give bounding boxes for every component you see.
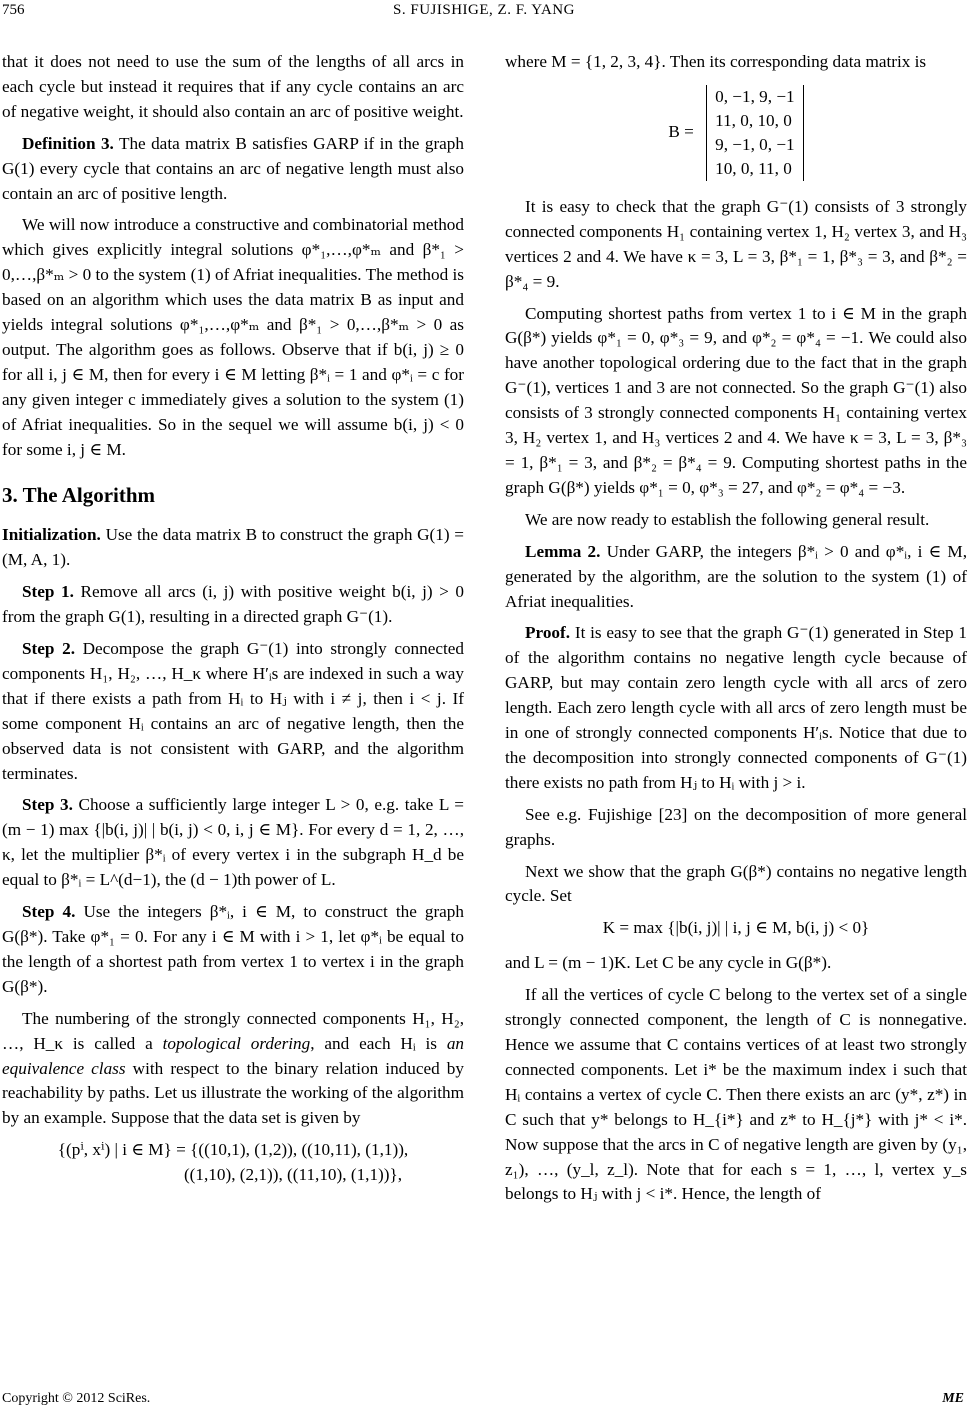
definition-text: The data matrix B satisfies GARP if in the graph G(1) every cycle that contains an arc of negative length must also contain an arc of positive length. xyxy=(2,133,464,203)
matrix-label: B = xyxy=(668,122,694,142)
equation-dataset xyxy=(2,1138,464,1188)
right-column xyxy=(505,50,967,1214)
equation-line: ((1,10), (2,1)), ((11,10), (1,1))}, xyxy=(183,1165,403,1185)
paragraph: It is easy to check that the graph G⁻(1) consists of 3 strongly connected components H₁ containing vertex 1, H₂ vertex 3, and H₃ vertices 2 and 4. We have κ = 3, L = 3, β*₁ = 1, β*₃ = 3, and β*₂ = β*₄ = 9. xyxy=(505,196,967,291)
paragraph: where M = {1, 2, 3, 4}. Then its corresponding data matrix is xyxy=(505,52,927,71)
paragraph: We are now ready to establish the following general result. xyxy=(525,509,930,529)
step-label: Initialization. xyxy=(2,525,101,545)
left-column xyxy=(2,50,464,1198)
text-span: The numbering of the strongly connected components H₁, H₂, …, H_κ is called a xyxy=(2,1008,464,1053)
step-4 xyxy=(2,900,464,1000)
running-title: S. FUJISHIGE, Z. F. YANG xyxy=(393,2,575,18)
journal-abbrev: ME xyxy=(942,1391,964,1406)
text-span: with respect to the binary relation induced by reachability by paths. Let us illustrate the working of the algorithm by an example. Suppose that the data set is given by xyxy=(2,1058,464,1128)
paragraph xyxy=(2,1007,464,1132)
matrix-row: 9, −1, 0, −1 xyxy=(715,134,795,154)
step-3 xyxy=(2,793,464,893)
step-2 xyxy=(2,637,464,786)
page-header xyxy=(0,2,968,26)
data-matrix xyxy=(706,85,804,181)
copyright: Copyright © 2012 SciRes. xyxy=(2,1391,151,1406)
definition-label: Definition 3. xyxy=(22,133,114,153)
page-number: 756 xyxy=(2,2,25,18)
definition-3 xyxy=(2,132,464,207)
step-label: Step 3. xyxy=(22,795,73,815)
emphasis: topological ordering xyxy=(162,1033,311,1053)
emphasis: an equivalence class xyxy=(2,1033,465,1078)
equation-line: {(pⁱ, xⁱ) | i ∈ M} = {((10,1), (1,2)), ((10,11), (1,1)), xyxy=(57,1140,409,1160)
step-label: Step 4. xyxy=(22,902,76,922)
matrix-row: 10, 0, 11, 0 xyxy=(715,158,792,178)
equation-K: K = max {|b(i, j)| | i, j ∈ M, b(i, j) < 0} xyxy=(602,918,870,938)
matrix-row: 0, −1, 9, −1 xyxy=(715,86,795,106)
step-text: Use the data matrix B to construct the graph G(1) = (M, A, 1). xyxy=(2,525,464,570)
step-initialization xyxy=(2,523,464,573)
proof-text: It is easy to see that the graph G⁻(1) generated in Step 1 of the algorithm contains no negative length cycle because of GARP, but may contain zero length cycle with all arcs of zero length. Each zero length cycle with all arcs of zero length must be in one of strongly connected components H′ᵢs. Notice that due to the decomposition into strongly connected components of G⁻(1) there exists no path from Hⱼ to Hᵢ with j > i. xyxy=(505,623,968,792)
page-footer xyxy=(0,1391,968,1413)
step-text: Use the integers β*ᵢ, i ∈ M, to construct the graph G(β*). Take φ*₁ = 0. For any i ∈ M with i > 1, let φ*ᵢ be equal to the length of a shortest path from vertex 1 to vertex i in the graph G(β*). xyxy=(2,902,464,996)
matrix-equation xyxy=(505,85,967,181)
paragraph: We will now introduce a constructive and combinatorial method which gives explicitly integral solutions φ*₁,…,φ*ₘ and β*₁ > 0,…,β*ₘ > 0 to the system (1) of Afriat inequalities. The method is based on an algorithm which uses the data matrix B as input and yields integral solutions φ*₁,…,φ*ₘ and β*₁ > 0,…,β*ₘ > 0 as output. The algorithm goes as follows. Observe that if b(i, j) ≥ 0 for all i, j ∈ M, then for every i ∈ M letting β*ᵢ = 1 and φ*ᵢ = c for any given integer c immediately gives a solution to the system (1) of Afriat inequalities. So in the sequel we will assume b(i, j) < 0 for some i, j ∈ M. xyxy=(2,215,464,459)
lemma-2 xyxy=(505,540,967,615)
text-span: , and each Hᵢ is xyxy=(310,1033,447,1053)
step-text: Choose a sufficiently large integer L > 0, e.g. take L = (m − 1) max {|b(i, j)| | b(i, j) < 0, i, j ∈ M}. For every d = 1, 2, …, κ, let the multiplier β*ᵢ of every vertex i in the subgraph H_d be equal to β*ᵢ = L^(d−1), the (d − 1)th power of L. xyxy=(2,795,464,890)
paragraph: that it does not need to use the sum of the lengths of all arcs in each cycle but instead it requires that if any cycle contains an arc of negative weight, it should also contain an arc of positive weight. xyxy=(2,52,464,121)
step-text: Decompose the graph G⁻(1) into strongly connected components H₁, H₂, …, H_κ where H′ᵢs are indexed in such a way that if there exists a path from Hᵢ to Hⱼ with i ≠ j, then i < j. If some component Hᵢ contains an arc of negative length, then the observed data is not consistent with GARP, and the algorithm terminates. xyxy=(2,639,464,783)
step-label: Step 2. xyxy=(22,639,75,659)
paragraph: and L = (m − 1)K. Let C be any cycle in G(β*). xyxy=(505,953,832,973)
paragraph: See e.g. Fujishige [23] on the decomposition of more general graphs. xyxy=(505,804,967,849)
paragraph: If all the vertices of cycle C belong to the vertex set of a single strongly connected component, the length of C is nonnegative. Hence we assume that C contains vertices of at least two strongly connected components. Let i* be the maximum index i such that Hᵢ contains a vertex of cycle C. Then there exists an arc (y*, z*) in C such that y* belongs to H_{i*} and z* to H_{j*} with j* < i*. Now suppose that the arcs in C of negative length are given by (y₁, z₁), …, (y_l, z_l). Note that for each s = 1, …, l, vertex y_s belongs to Hⱼ with j < i*. Hence, the length of xyxy=(505,985,967,1204)
step-text: Remove all arcs (i, j) with positive weight b(i, j) > 0 from the graph G(1), resulting in a directed graph G⁻(1). xyxy=(2,582,464,627)
lemma-text: Under GARP, the integers β*ᵢ > 0 and φ*ᵢ, i ∈ M, generated by the algorithm, are the solution to the system (1) of Afriat inequalities. xyxy=(505,541,967,611)
lemma-label: Lemma 2. xyxy=(525,541,601,561)
section-heading: 3. The Algorithm xyxy=(2,482,156,507)
proof-label: Proof. xyxy=(525,623,571,643)
matrix-row: 11, 0, 10, 0 xyxy=(715,110,792,130)
step-1 xyxy=(2,580,464,630)
paragraph: Next we show that the graph G(β*) contains no negative length cycle. Set xyxy=(505,861,967,906)
paragraph: Computing shortest paths from vertex 1 to i ∈ M in the graph G(β*) yields φ*₁ = 0, φ*₃ = 9, and φ*₂ = φ*₄ = −1. We could also have another topological ordering due to the fact that in the graph G⁻(1), vertices 1 and 3 are not connected. So the graph G⁻(1) also consists of 3 strongly connected components H₁ containing vertex 3, H₂ vertex 1, and H₃ vertices 2 and 4. We have κ = 3, L = 3, β*₃ = 1, β*₁ = 3, and β*₂ = β*₄ = 9. Computing shortest paths in the graph G(β*) yields φ*₁ = 0, φ*₃ = 27, and φ*₂ = φ*₄ = −3. xyxy=(505,303,967,497)
step-label: Step 1. xyxy=(22,582,74,602)
proof xyxy=(505,621,967,795)
